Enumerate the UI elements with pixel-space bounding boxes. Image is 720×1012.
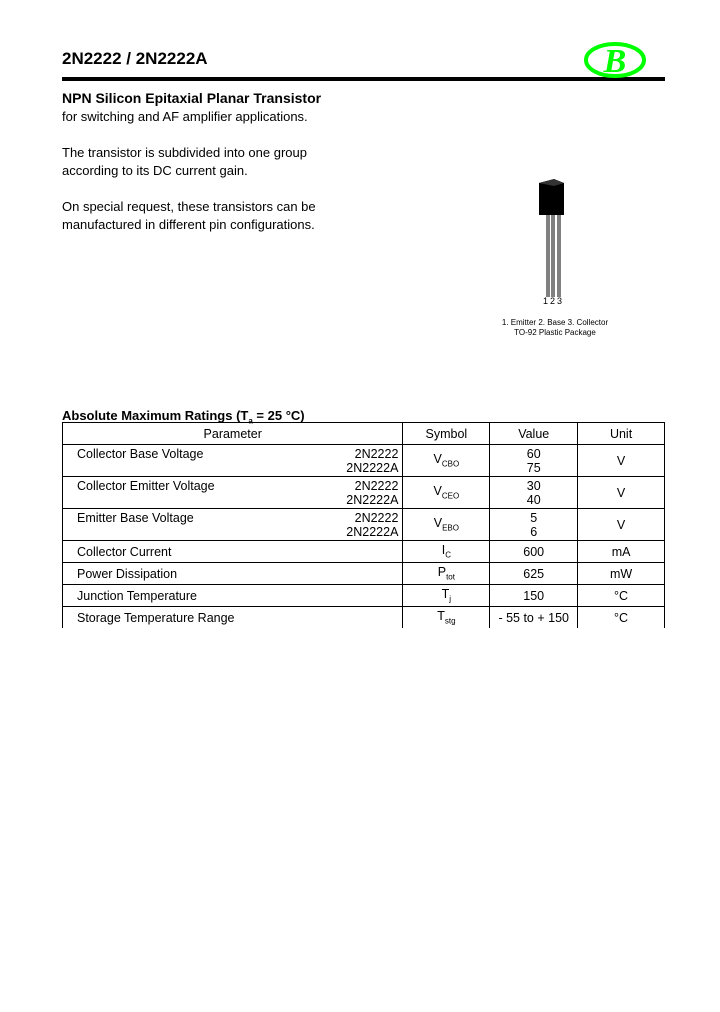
table-row — [63, 477, 665, 509]
intro-text: manufactured in different pin configurations. — [62, 217, 315, 232]
symbol: $T_{stg}$ — [403, 607, 490, 629]
table-row — [63, 585, 665, 607]
col-header: Unit — [578, 423, 665, 445]
ratings-title: Absolute Maximum Ratings ($T_a = 25$ °C) — [62, 408, 305, 426]
value: 625 — [490, 563, 578, 585]
col-header: Symbol — [403, 423, 490, 445]
symbol: $V_{EBO}$ — [403, 509, 490, 541]
param-name: Junction Temperature — [63, 585, 403, 607]
intro-text: The transistor is subdivided into one group — [62, 145, 307, 160]
param-name: Storage Temperature Range — [63, 607, 403, 629]
to92-package-image — [530, 175, 575, 305]
value: 5 6 — [490, 509, 578, 541]
value: 600 — [490, 541, 578, 563]
value: - 55 to + 150 — [490, 607, 578, 629]
unit: V — [578, 477, 665, 509]
symbol: $V_{CBO}$ — [403, 445, 490, 477]
param-name: Collector Current — [63, 541, 403, 563]
symbol: $P_{tot}$ — [403, 563, 490, 585]
variants: 2N2222 2N2222A — [346, 447, 399, 475]
unit: V — [578, 445, 665, 477]
svg-text:B: B — [603, 43, 627, 80]
header-rule — [62, 77, 665, 81]
value: 60 75 — [490, 445, 578, 477]
ratings-table — [62, 422, 665, 628]
intro-text: according to its DC current gain. — [62, 163, 248, 178]
intro-text: for switching and AF amplifier applications. — [62, 109, 308, 124]
param-name: Emitter Base Voltage — [77, 511, 194, 525]
section-heading: NPN Silicon Epitaxial Planar Transistor — [62, 90, 322, 106]
table-row — [63, 509, 665, 541]
param-name: Power Dissipation — [63, 563, 403, 585]
brand-logo — [583, 40, 647, 80]
unit: mW — [578, 563, 665, 585]
table-row — [63, 563, 665, 585]
col-header: Parameter — [63, 423, 403, 445]
symbol: $V_{CEO}$ — [403, 477, 490, 509]
table-row — [63, 445, 665, 477]
pin-labels: 123 — [543, 296, 565, 306]
col-header: Value — [490, 423, 578, 445]
doc-title: 2N2222 / 2N2222A — [62, 49, 208, 68]
param-name: Collector Base Voltage — [77, 447, 204, 461]
symbol: $T_j$ — [403, 585, 490, 607]
intro-text: On special request, these transistors can be — [62, 199, 316, 214]
variants: 2N2222 2N2222A — [346, 479, 399, 507]
table-row — [63, 607, 665, 629]
unit: °C — [578, 607, 665, 629]
unit: V — [578, 509, 665, 541]
param-name: Collector Emitter Voltage — [77, 479, 215, 493]
pin-caption: 1. Emitter 2. Base 3. Collector — [501, 318, 609, 327]
table-row — [63, 541, 665, 563]
unit: mA — [578, 541, 665, 563]
unit: °C — [578, 585, 665, 607]
variants: 2N2222 2N2222A — [346, 511, 399, 539]
value: 30 40 — [490, 477, 578, 509]
symbol: $I_C$ — [403, 541, 490, 563]
package-caption: TO-92 Plastic Package — [514, 328, 596, 337]
value: 150 — [490, 585, 578, 607]
